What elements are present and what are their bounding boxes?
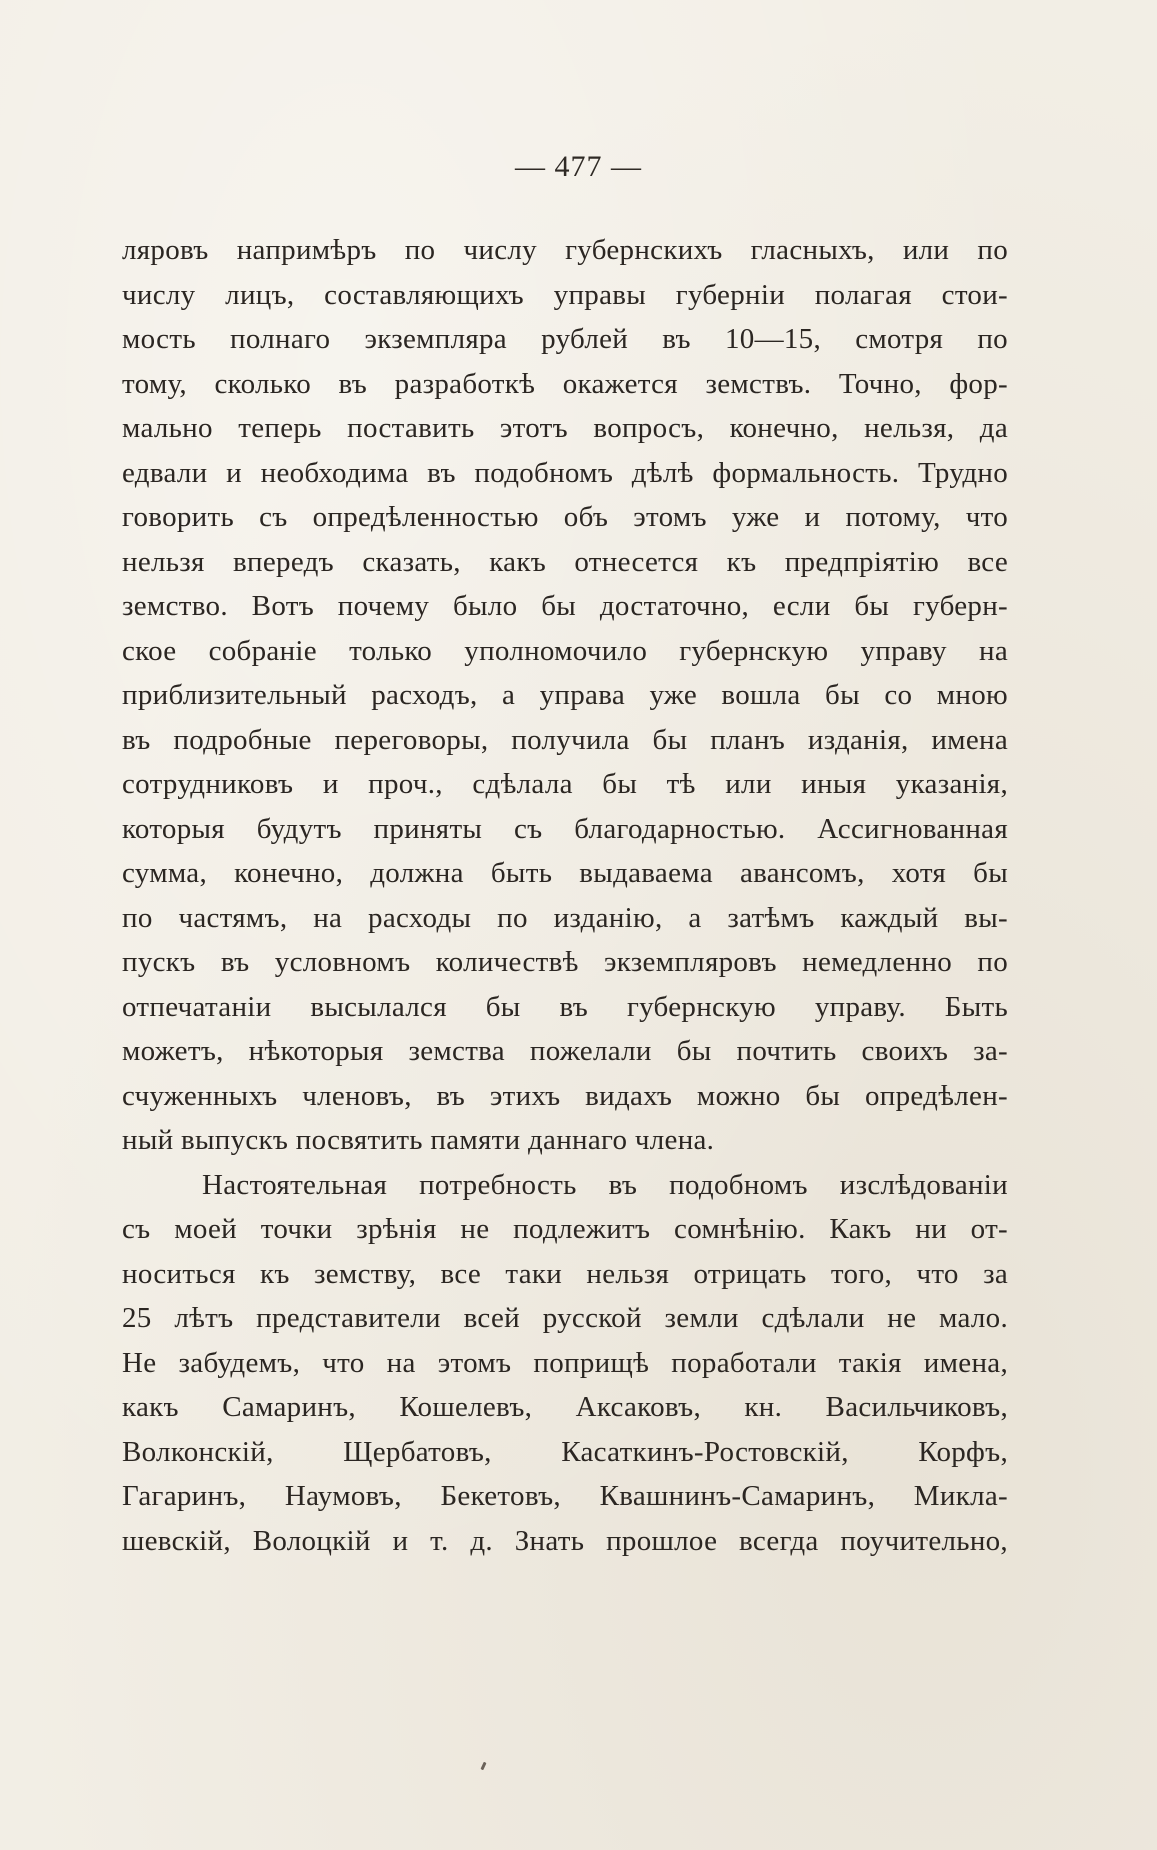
text-block bbox=[122, 228, 1008, 1563]
text-line: числу лицъ, составляющихъ управы губерніи полагая стои- bbox=[122, 278, 1008, 311]
paragraph-2 bbox=[122, 1163, 1008, 1564]
text-line: мость полнаго экземпляра рублей въ 10—15, смотря по bbox=[122, 323, 1008, 355]
text-line: какъ Самаринъ, Кошелевъ, Аксаковъ, кн. Васильчиковъ, bbox=[122, 1391, 1008, 1423]
text-line: отпечатаніи высылался бы въ губернскую управу. Быть bbox=[122, 990, 1008, 1023]
text-line: земство. Вотъ почему было бы достаточно, если бы губерн- bbox=[122, 590, 1008, 622]
text-line: Гагаринъ, Наумовъ, Бекетовъ, Квашнинъ-Самаринъ, Микла- bbox=[122, 1480, 1008, 1512]
text-line: сумма, конечно, должна быть выдаваема авансомъ, хотя бы bbox=[122, 857, 1008, 889]
text-line: счуженныхъ членовъ, въ этихъ видахъ можно бы опредѣлен- bbox=[122, 1079, 1008, 1112]
text-line: сотрудниковъ и проч., сдѣлала бы тѣ или иныя указанія, bbox=[122, 768, 1008, 800]
text-line: по частямъ, на расходы по изданію, а затѣмъ каждый вы- bbox=[122, 901, 1008, 934]
paragraph-1 bbox=[122, 228, 1008, 1163]
text-line: Настоятельная потребность въ подобномъ изслѣдованіи bbox=[202, 1168, 1008, 1201]
text-line: ляровъ напримѣръ по числу губернскихъ гласныхъ, или по bbox=[122, 234, 1008, 266]
text-line: можетъ, нѣкоторыя земства пожелали бы почтить своихъ за- bbox=[122, 1035, 1008, 1067]
text-line: Не забудемъ, что на этомъ поприщѣ поработали такія имена, bbox=[122, 1346, 1008, 1379]
text-line: приблизительный расходъ, а управа уже вошла бы со мною bbox=[122, 679, 1008, 711]
text-line: съ моей точки зрѣнія не подлежитъ сомнѣнію. Какъ ни от- bbox=[122, 1213, 1008, 1245]
text-line: нельзя впередъ сказать, какъ отнесется къ предпріятію все bbox=[122, 545, 1008, 578]
text-line: едвали и необходима въ подобномъ дѣлѣ формальность. Трудно bbox=[122, 456, 1008, 489]
text-line: мально теперь поставить этотъ вопросъ, конечно, нельзя, да bbox=[122, 412, 1008, 444]
text-line: въ подробные переговоры, получила бы планъ изданія, имена bbox=[122, 723, 1008, 756]
text-line: Волконскій, Щербатовъ, Касаткинъ-Ростовскій, Корфъ, bbox=[122, 1435, 1008, 1468]
text-line: ный выпускъ посвятить памяти даннаго члена. bbox=[122, 1124, 715, 1156]
page-number: — 477 — bbox=[515, 150, 642, 183]
text-line: говорить съ опредѣленностью объ этомъ уже и потому, что bbox=[122, 501, 1008, 533]
text-line: шевскій, Волоцкій и т. д. Знать прошлое всегда поучительно, bbox=[122, 1524, 1008, 1557]
text-line: которыя будутъ приняты съ благодарностью. Ассигнованная bbox=[122, 812, 1008, 845]
text-line: пускъ въ условномъ количествѣ экземпляровъ немедленно по bbox=[122, 946, 1008, 978]
text-line: тому, сколько въ разработкѣ окажется земствъ. Точно, фор- bbox=[122, 367, 1008, 400]
text-line: 25 лѣтъ представители всей русской земли сдѣлали не мало. bbox=[122, 1302, 1008, 1334]
text-line: ское собраніе только уполномочило губернскую управу на bbox=[122, 634, 1008, 667]
ink-speck bbox=[480, 1762, 486, 1771]
text-line: носиться къ земству, все таки нельзя отрицать того, что за bbox=[122, 1257, 1008, 1290]
